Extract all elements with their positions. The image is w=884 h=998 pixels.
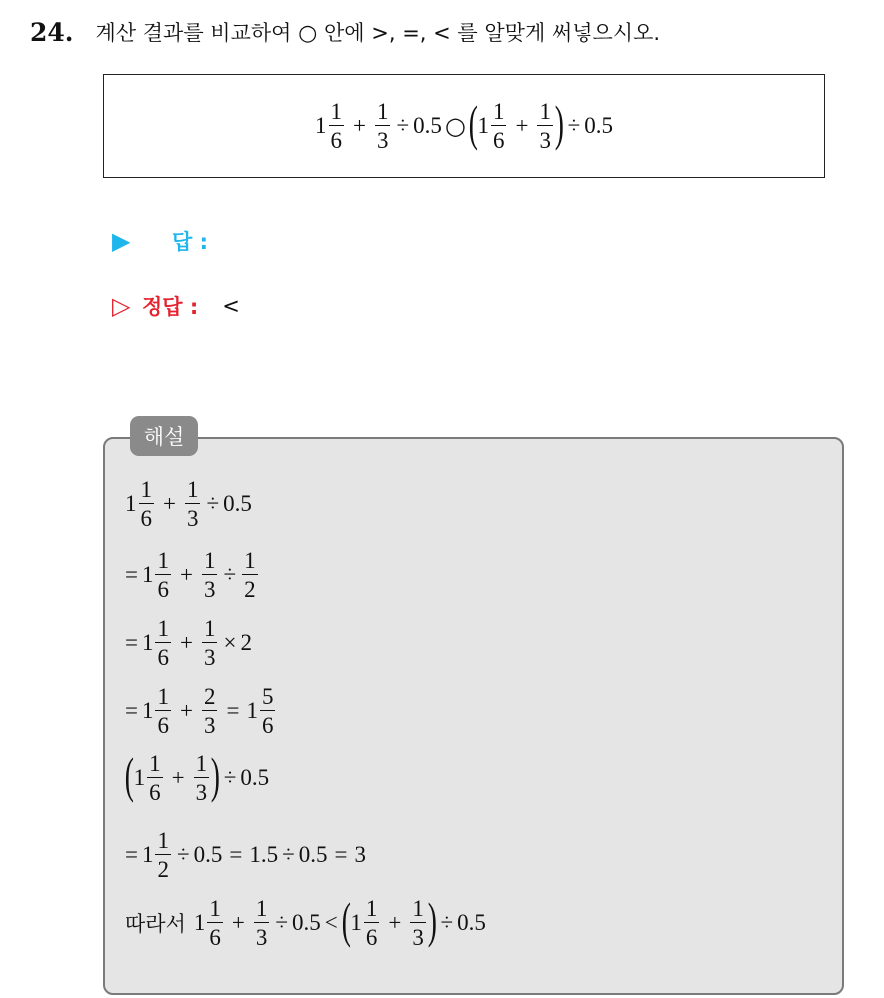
denominator: 6 xyxy=(147,777,163,804)
fraction xyxy=(202,685,218,737)
decimal: 0.5 xyxy=(298,842,328,867)
denominator: 6 xyxy=(155,642,171,669)
value: 2 xyxy=(240,630,252,655)
numerator: 1 xyxy=(157,684,169,709)
question-text-before: 계산 결과를 비교하여 xyxy=(95,21,292,45)
fraction xyxy=(147,752,163,804)
correct-answer-label: 정답 : xyxy=(142,295,199,319)
denominator: 3 xyxy=(202,710,218,737)
numerator: 1 xyxy=(140,477,152,502)
close-paren: ) xyxy=(210,747,221,803)
plus-sign: + xyxy=(353,113,366,138)
denominator: 6 xyxy=(260,710,276,737)
equals-sign: = xyxy=(334,842,348,867)
close-paren: ) xyxy=(427,892,437,948)
numerator: 1 xyxy=(209,896,221,921)
denominator: 6 xyxy=(364,922,380,949)
fraction xyxy=(364,897,380,949)
numerator: 1 xyxy=(539,99,551,124)
divide-sign: ÷ xyxy=(206,491,220,516)
expression xyxy=(315,95,613,153)
divide-sign: ÷ xyxy=(396,113,410,138)
numerator: 1 xyxy=(492,99,505,124)
denominator: 6 xyxy=(155,574,171,601)
whole-number: 1 xyxy=(141,842,154,867)
fraction xyxy=(410,897,426,949)
solution-line-4 xyxy=(125,685,277,737)
expression-box xyxy=(103,74,825,178)
decimal: 0.5 xyxy=(291,910,321,935)
fraction xyxy=(260,685,276,737)
fraction xyxy=(254,897,270,949)
fraction xyxy=(202,549,218,601)
denominator: 6 xyxy=(139,503,155,530)
fraction xyxy=(329,100,345,152)
denominator: 3 xyxy=(185,503,201,530)
answer-circle-icon[interactable]: ○ xyxy=(444,112,466,140)
whole-number: 1 xyxy=(315,113,327,138)
denominator: 6 xyxy=(491,125,507,152)
plus-sign: + xyxy=(179,562,193,587)
fraction xyxy=(155,617,171,669)
question-number: 24. xyxy=(30,17,74,47)
outline-triangle-icon: ▷ xyxy=(112,292,131,320)
denominator: 2 xyxy=(242,574,258,601)
numerator: 1 xyxy=(203,616,216,641)
solution-line-7 xyxy=(125,892,486,950)
numerator: 1 xyxy=(157,828,169,853)
solution-tab: 해설 xyxy=(130,416,198,456)
fraction xyxy=(202,617,218,669)
whole-number: 1 xyxy=(141,630,154,655)
divide-sign: ÷ xyxy=(176,842,190,867)
denominator: 3 xyxy=(410,922,426,949)
solution-line-5 xyxy=(124,747,270,805)
denominator: 3 xyxy=(375,125,391,152)
numerator: 1 xyxy=(157,616,169,641)
denominator: 3 xyxy=(537,125,553,152)
fraction xyxy=(537,100,553,152)
plus-sign: + xyxy=(515,113,529,138)
plus-sign: + xyxy=(179,630,193,655)
equals-sign: = xyxy=(125,562,138,587)
equals-sign: = xyxy=(226,698,240,723)
question-text-after: 안에 >, =, < 를 알맞게 써넣으시오. xyxy=(324,21,661,45)
equals-sign: = xyxy=(229,842,243,867)
play-triangle-icon: ▶ xyxy=(112,227,131,255)
solution-line-2 xyxy=(125,549,260,601)
close-paren: ) xyxy=(554,95,564,151)
fraction xyxy=(155,549,171,601)
whole-number: 1 xyxy=(477,113,489,138)
equals-sign: = xyxy=(125,698,138,723)
divide-sign: ÷ xyxy=(282,842,295,867)
open-paren: ( xyxy=(468,95,478,151)
numerator: 2 xyxy=(203,684,216,709)
fraction xyxy=(491,100,507,152)
numerator: 5 xyxy=(261,684,274,709)
denominator: 3 xyxy=(202,642,218,669)
denominator: 3 xyxy=(202,574,218,601)
plus-sign: + xyxy=(179,698,193,723)
solution-line-3 xyxy=(125,617,252,669)
fraction xyxy=(185,478,201,530)
fraction xyxy=(155,685,171,737)
divide-sign: ÷ xyxy=(567,113,581,138)
decimal: 0.5 xyxy=(457,910,486,935)
whole-number: 1 xyxy=(125,491,137,516)
plus-sign: + xyxy=(231,910,245,935)
divide-sign: ÷ xyxy=(275,910,288,935)
divide-sign: ÷ xyxy=(223,562,237,587)
numerator: 1 xyxy=(376,99,389,124)
whole-number: 1 xyxy=(246,698,258,723)
whole-number: 1 xyxy=(141,698,154,723)
whole-number: 1 xyxy=(133,765,146,790)
denominator: 6 xyxy=(207,922,223,949)
denominator: 3 xyxy=(254,922,270,949)
fraction xyxy=(242,549,258,601)
decimal: 0.5 xyxy=(240,765,270,790)
correct-answer-row xyxy=(112,291,240,321)
decimal: 0.5 xyxy=(193,842,223,867)
solution-line-1 xyxy=(125,478,252,530)
plus-sign: + xyxy=(171,765,185,790)
less-than-sign: < xyxy=(324,910,338,935)
fraction xyxy=(139,478,155,530)
therefore-label: 따라서 xyxy=(125,912,186,936)
times-sign: × xyxy=(223,630,237,655)
denominator: 3 xyxy=(194,777,210,804)
numerator: 1 xyxy=(365,896,378,921)
correct-answer-value: < xyxy=(222,294,240,318)
plus-sign: + xyxy=(163,491,176,516)
whole-number: 1 xyxy=(350,910,362,935)
denominator: 6 xyxy=(329,125,345,152)
circle-icon: ○ xyxy=(298,21,318,46)
decimal: 1.5 xyxy=(249,842,279,867)
numerator: 1 xyxy=(412,896,424,921)
question-text xyxy=(96,17,661,47)
plus-sign: + xyxy=(388,910,402,935)
denominator: 6 xyxy=(155,710,171,737)
whole-number: 1 xyxy=(141,562,154,587)
numerator: 1 xyxy=(330,99,342,124)
numerator: 1 xyxy=(203,548,216,573)
fraction xyxy=(375,100,391,152)
decimal: 0.5 xyxy=(584,113,613,138)
numerator: 1 xyxy=(157,548,169,573)
decimal: 0.5 xyxy=(223,491,252,516)
answer-label: 답 : xyxy=(172,230,208,254)
answer-row xyxy=(112,226,208,256)
decimal: 0.5 xyxy=(413,113,442,138)
open-paren: ( xyxy=(341,892,351,948)
numerator: 1 xyxy=(195,751,208,776)
result: 3 xyxy=(354,842,366,867)
divide-sign: ÷ xyxy=(223,765,237,790)
denominator: 2 xyxy=(155,854,171,881)
numerator: 1 xyxy=(186,477,199,502)
equals-sign: = xyxy=(125,630,138,655)
whole-number: 1 xyxy=(193,910,206,935)
question-row xyxy=(30,12,660,52)
numerator: 1 xyxy=(244,548,256,573)
fraction xyxy=(194,752,210,804)
equals-sign: = xyxy=(125,842,138,867)
fraction xyxy=(155,829,171,881)
fraction xyxy=(207,897,223,949)
divide-sign: ÷ xyxy=(440,910,454,935)
numerator: 1 xyxy=(255,896,268,921)
open-paren: ( xyxy=(124,747,134,803)
numerator: 1 xyxy=(149,751,161,776)
solution-line-6 xyxy=(125,829,366,881)
